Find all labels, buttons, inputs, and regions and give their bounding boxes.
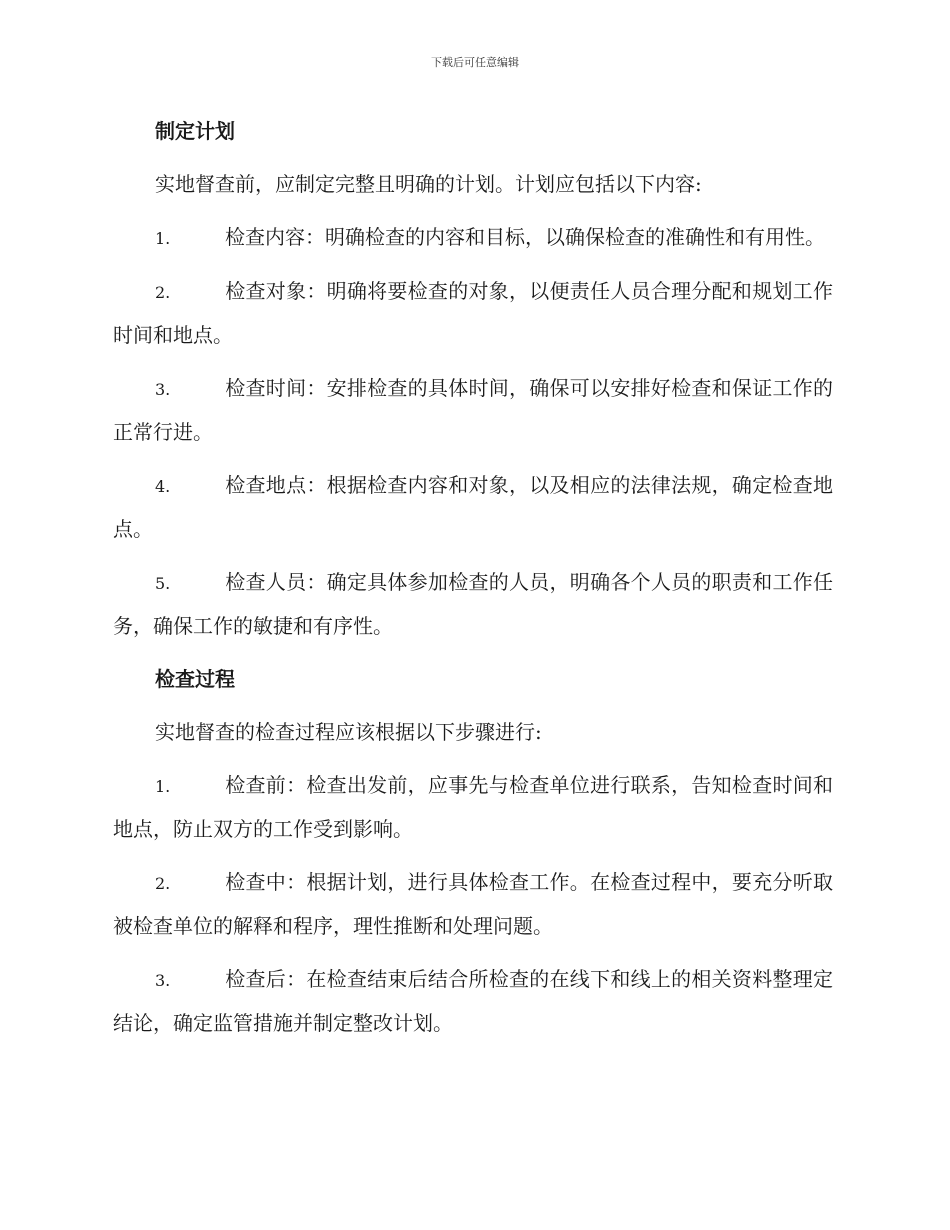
list-item-number: 3. bbox=[155, 380, 171, 399]
document-body bbox=[113, 110, 833, 1055]
list-item bbox=[113, 216, 833, 260]
section-heading-process: 检查过程 bbox=[155, 667, 235, 691]
list-item bbox=[113, 764, 833, 851]
list-item bbox=[113, 270, 833, 357]
section-heading-plan: 制定计划 bbox=[155, 119, 235, 143]
list-item-number: 2. bbox=[155, 283, 171, 302]
list-item bbox=[113, 367, 833, 454]
list-item-number: 5. bbox=[155, 574, 171, 593]
list-item-number: 1. bbox=[155, 777, 171, 796]
list-item bbox=[113, 958, 833, 1045]
list-item-number: 2. bbox=[155, 874, 171, 893]
list-item-text: 检查后：在检查结束后结合所检查的在线下和线上的相关资料整理定结论，确定监管措施并制定整改计划。 bbox=[113, 967, 833, 1035]
list-item bbox=[113, 464, 833, 551]
list-item-text: 检查人员：确定具体参加检查的人员，明确各个人员的职责和工作任务，确保工作的敏捷和有序性。 bbox=[113, 570, 833, 638]
list-item bbox=[113, 861, 833, 948]
list-item-text: 检查对象：明确将要检查的对象，以便责任人员合理分配和规划工作时间和地点。 bbox=[113, 279, 833, 347]
page-header: 下载后可任意编辑 bbox=[431, 56, 519, 69]
list-item-number: 1. bbox=[155, 229, 171, 248]
list-item-number: 3. bbox=[155, 971, 171, 990]
list-item-text: 检查内容：明确检查的内容和目标，以确保检查的准确性和有用性。 bbox=[225, 225, 825, 249]
list-item-number: 4. bbox=[155, 477, 171, 496]
list-item-text: 检查前：检查出发前，应事先与检查单位进行联系，告知检查时间和地点，防止双方的工作受到影响。 bbox=[113, 773, 833, 841]
list-item bbox=[113, 561, 833, 648]
list-item-text: 检查时间：安排检查的具体时间，确保可以安排好检查和保证工作的正常行进。 bbox=[113, 376, 833, 444]
section-intro-process: 实地督查的检查过程应该根据以下步骤进行: bbox=[155, 720, 542, 744]
section-intro-plan: 实地督查前，应制定完整且明确的计划。计划应包括以下内容: bbox=[155, 172, 702, 196]
list-item-text: 检查地点：根据检查内容和对象，以及相应的法律法规，确定检查地点。 bbox=[113, 473, 833, 541]
list-item-text: 检查中：根据计划，进行具体检查工作。在检查过程中，要充分听取被检查单位的解释和程序，理性推断和处理问题。 bbox=[113, 870, 833, 938]
